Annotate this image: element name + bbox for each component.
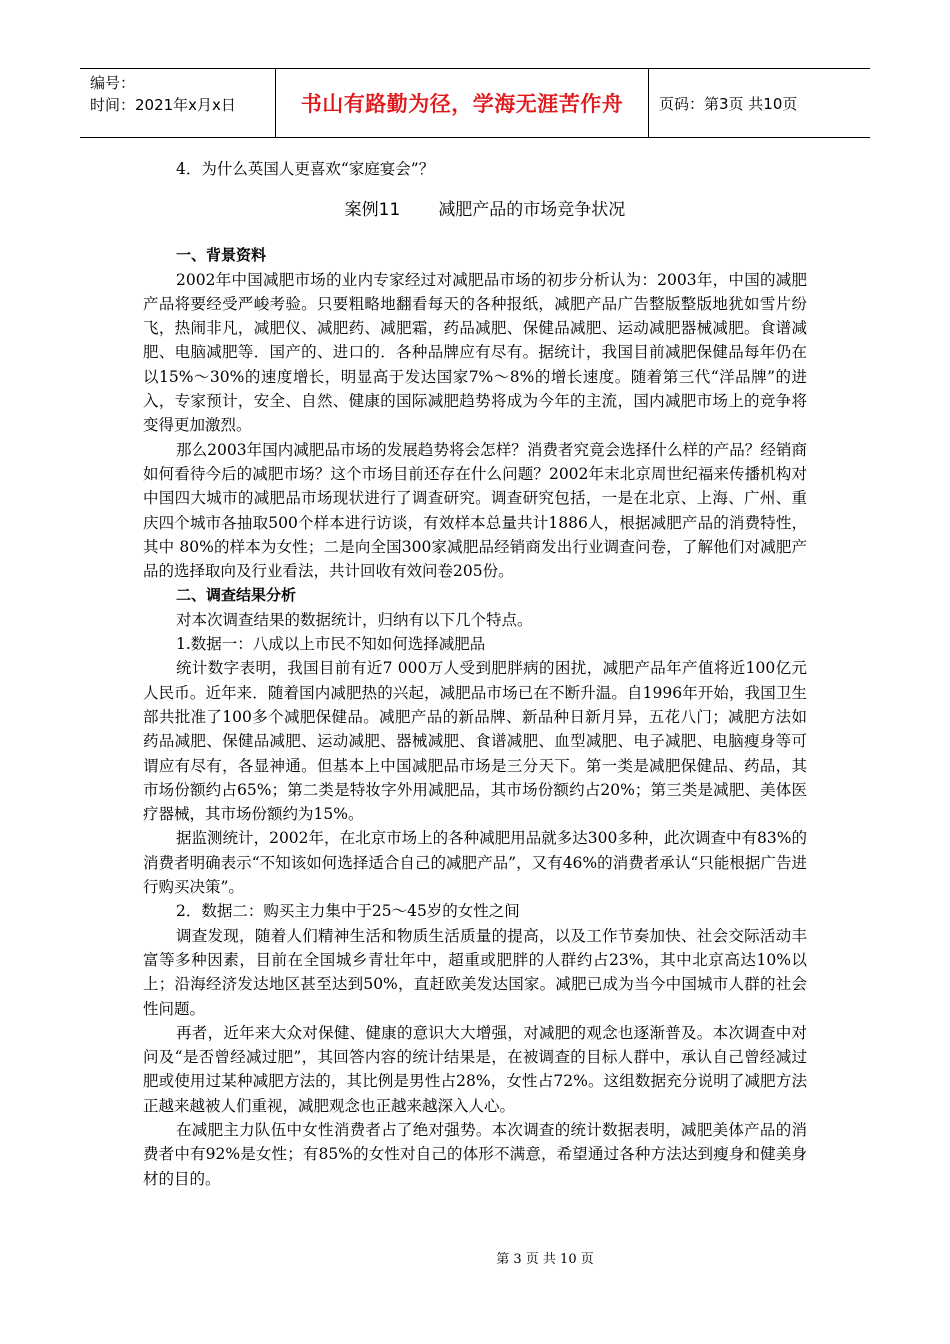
- paragraph-5: 据监测统计，2002年，在北京市场上的各种减肥用品就多达300多种，此次调查中有83%的消费者明确表示“不知该如何选择适合自己的减肥产品”，又有46%的消费者承认“只能根据广告进行购买决策”。: [143, 829, 807, 897]
- paragraph-1: 2002年中国减肥市场的业内专家经过对减肥品市场的初步分析认为：2003年，中国的减肥产品将要经受严峻考验。只要粗略地翻看每天的各种报纸，减肥产品广告整版整版地犹如雪片纷飞，热闹非凡，减肥仪、减肥药、减肥霜，药品减肥、保健品减肥、运动减肥器械减肥。食谱减肥、电脑减肥等．国产的、进口的．各种品牌应有尽有。据统计，我国目前减肥保健品每年仍在以15%～30%的速度增长，明显高于发达国家7%～8%的增长速度。随着第三代“洋品牌”的进入，专家预计，安全、自然、健康的国际减肥趋势将成为今年的主流，国内减肥市场上的竞争将变得更加激烈。: [143, 270, 807, 435]
- case-number: 案例11: [344, 200, 401, 221]
- paragraph-7: 再者，近年来大众对保健、健康的意识大大增强，对减肥的观念也逐渐普及。本次调查中对问及“是否曾经减过肥”，其回答内容的统计结果是，在被调查的目标人群中，承认自己曾经减过肥或使用过某种减肥方法的，其比例是男性占28%，女性占72%。这组数据充分说明了减肥方法正越来越被人们重视，减肥观念也正越来越深入人心。: [143, 1023, 807, 1115]
- data-point-2: 2．数据二：购买主力集中于25～45岁的女性之间: [176, 902, 520, 921]
- code-label: 编号：: [90, 74, 136, 92]
- page-footer: 第 3 页 共 10 页: [496, 1252, 594, 1267]
- paragraph-3: 对本次调查结果的数据统计，归纳有以下几个特点。: [176, 610, 533, 629]
- question-4: 4．为什么英国人更喜欢“家庭宴会”？: [176, 160, 435, 178]
- section-heading-background: 一、背景资料: [176, 246, 267, 265]
- paragraph-6: 调查发现，随着人们精神生活和物质生活质量的提高，以及工作节奏加快、社会交际活动丰富等多种因素，目前在全国城乡青壮年中，超重或肥胖的人群约占23%，其中北京高达10%以上；沿海经济发达地区甚至达到50%，直赶欧美发达国家。减肥已成为当今中国城市人群的社会性问题。: [143, 926, 807, 1018]
- header-meta: [80, 69, 275, 137]
- date-label: 时间：2021年x月x日: [90, 96, 236, 114]
- paragraph-4: 统计数字表明，我国目前有近7 000万人受到肥胖病的困扰，减肥产品年产值将近100亿元人民币。近年来．随着国内减肥热的兴起，减肥品市场已在不断升温。自1996年开始，我国卫生部共批准了100多个减肥保健品。减肥产品的新品牌、新品种日新月异，五花八门；减肥方法如药品减肥、保健品减肥、运动减肥、器械减肥、食谱减肥、血型减肥、电子减肥、电脑瘦身等可谓应有尽有，各显神通。但基本上中国减肥品市场是三分天下。第一类是减肥保健品、药品，其市场份额约占65%；第二类是特妆字外用减肥品，其市场份额约占20%；第三类是减肥、美体医疗器械，其市场份额约为15%。: [143, 659, 807, 824]
- document-body: [143, 157, 807, 1191]
- data-point-1: 1.数据一：八成以上市民不知如何选择减肥品: [176, 635, 486, 654]
- section-heading-results: 二、调查结果分析: [176, 586, 297, 605]
- page-header: [80, 68, 870, 138]
- paragraph-2: 那么2003年国内减肥品市场的发展趋势将会怎样？消费者究竟会选择什么样的产品？经销商如何看待今后的减肥市场？这个市场目前还存在什么问题？2002年末北京周世纪福来传播机构对中国四大城市的减肥品市场现状进行了调查研究。调查研究包括，一是在北京、上海、广州、重庆四个城市各抽取500个样本进行访谈，有效样本总量共计1886人，根据减肥产品的消费特性，其中 80%的样本为女性；二是向全国300家减肥品经销商发出行业调查问卷，了解他们对减肥产品的选择取向及行业看法，共计回收有效问卷205份。: [143, 440, 807, 581]
- paragraph-8: 在减肥主力队伍中女性消费者占了绝对强势。本次调查的统计数据表明，减肥美体产品的消费者中有92%是女性；有85%的女性对自己的体形不满意，希望通过各种方法达到瘦身和健美身材的目的。: [143, 1120, 807, 1188]
- case-title: [143, 195, 807, 225]
- header-page-label: 页码：第3页 共10页: [659, 94, 798, 113]
- case-title-text: 减肥产品的市场竞争状况: [438, 200, 626, 221]
- header-motto: 书山有路勤为径，学海无涯苦作舟: [275, 69, 649, 137]
